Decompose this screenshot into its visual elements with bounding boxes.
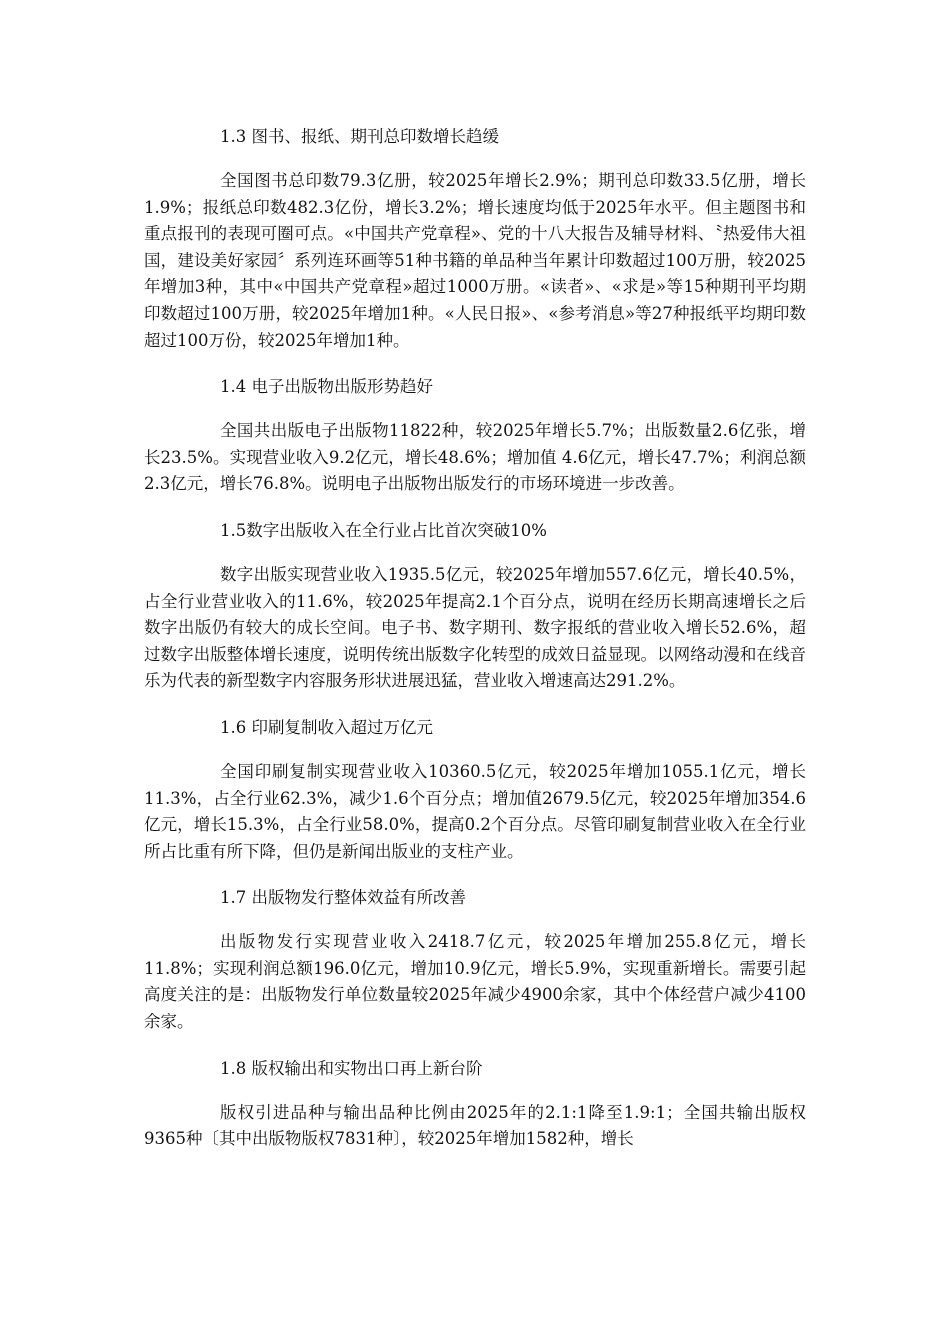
section-paragraph: 出版物发行实现营业收入2418.7亿元，较2025年增加255.8亿元，增长11.8%；实现利润总额196.0亿元，增加10.9亿元，增长5.9%，实现重新增长。需要引起高度关注的是：出版物发行单位数量较2025年减少4900余家，其中个体经营户减少4100余家。 [144, 932, 806, 1032]
document-page [144, 124, 806, 1153]
section-heading: 1.3 图书、报纸、期刊总印数增长趋缓 [220, 127, 499, 146]
section-paragraph: 版权引进品种与输出品种比例由2025年的2.1:1降至1.9:1；全国共输出版权9365种〔其中出版物版权7831种〕，较2025年增加1582种，增长 [144, 1102, 806, 1149]
section-paragraph: 全国图书总印数79.3亿册，较2025年增长2.9%；期刊总印数33.5亿册，增长1.9%；报纸总印数482.3亿份，增长3.2%；增长速度均低于2025年水平。但主题图书和重点报刊的表现可圈可点。«中国共产党章程»、党的十八大报告及辅导材料、〝热爱伟大祖国，建设美好家园〞系列连环画等51种书籍的单品种当年累计印数超过100万册，较2025年增加3种，其中«中国共产党章程»超过1000万册。«读者»、«求是»等15种期刊平均期印数超过100万册，较2025年增加1种。«人民日报»、«参考消息»等27种报纸平均期印数超过100万份，较2025年增加1种。 [144, 171, 806, 350]
section-heading: 1.7 出版物发行整体效益有所改善 [220, 888, 466, 908]
section-heading: 1.6 印刷复制收入超过万亿元 [220, 717, 433, 737]
section-heading: 1.4 电子出版物出版形势趋好 [220, 377, 433, 397]
section-paragraph: 全国共出版电子出版物11822种，较2025年增长5.7%；出版数量2.6亿张，增长23.5%。实现营业收入9.2亿元，增长48.6%；增加值 4.6亿元，增长47.7%；利润总额2.3亿元，增长76.8%。说明电子出版物出版发行的市场环境进一步改善。 [144, 421, 806, 494]
section-heading: 1.8 版权输出和实物出口再上新台阶 [220, 1058, 483, 1078]
section-heading: 1.5数字出版收入在全行业占比首次突破10% [220, 520, 547, 540]
section-paragraph: 数字出版实现营业收入1935.5亿元，较2025年增加557.6亿元，增长40.5%，占全行业营业收入的11.6%，较2025年提高2.1个百分点，说明在经历长期高速增长之后数字出版仍有较大的成长空间。电子书、数字期刊、数字报纸的营业收入增长52.6%，超过数字出版整体增长速度，说明传统出版数字化转型的成效日益显现。以网络动漫和在线音乐为代表的新型数字内容服务形状进展迅猛，营业收入增速高达291.2%。 [144, 564, 806, 691]
section-paragraph: 全国印刷复制实现营业收入10360.5亿元，较2025年增加1055.1亿元，增长11.3%，占全行业62.3%，减少1.6个百分点；增加值2679.5亿元，较2025年增加354.6亿元，增长15.3%，占全行业58.0%，提高0.2个百分点。尽管印刷复制营业收入在全行业所占比重有所下降，但仍是新闻出版业的支柱产业。 [144, 761, 806, 861]
